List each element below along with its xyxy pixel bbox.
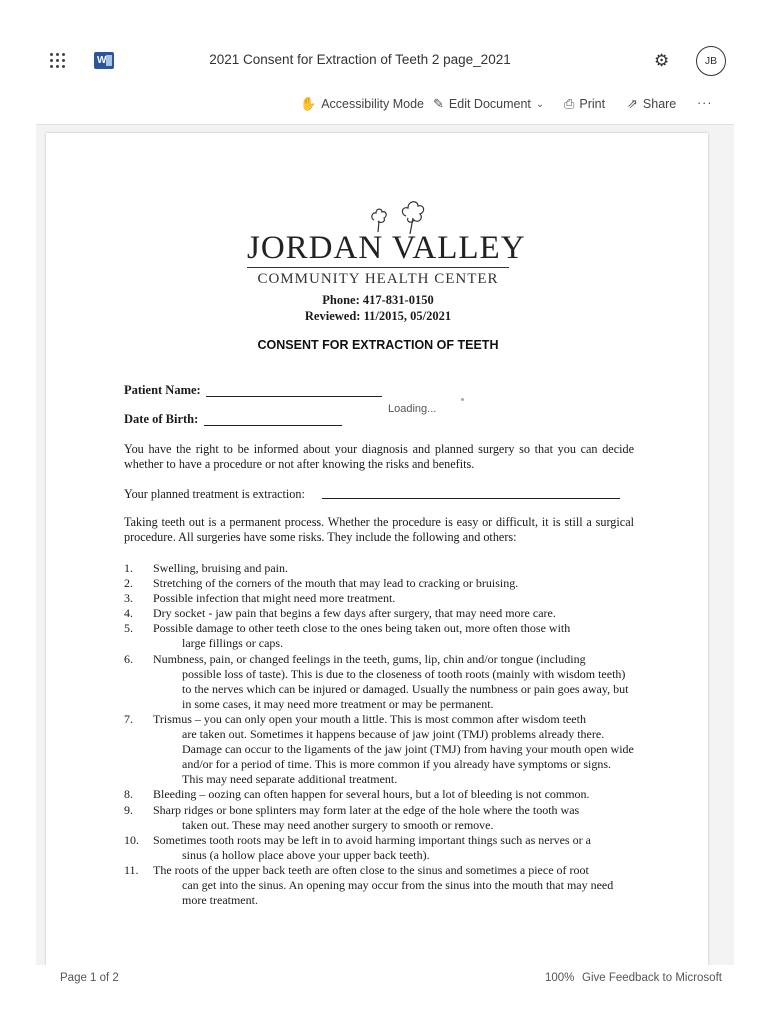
- accessibility-mode-label: Accessibility Mode: [321, 97, 425, 111]
- loading-dot: [461, 398, 464, 401]
- print-button[interactable]: [564, 96, 605, 112]
- settings-gear-icon[interactable]: ⚙: [654, 51, 670, 70]
- list-item: 9. Sharp ridges or bone splinters may form later at the edge of the hole where the tooth was taken out. These may need another surgery to smooth or remove.: [124, 802, 580, 832]
- print-label: Print: [579, 97, 606, 111]
- chevron-down-icon: ⌄: [535, 98, 545, 110]
- printer-icon: ⎙: [564, 96, 575, 111]
- list-item: 1. Swelling, bruising and pain.: [124, 561, 288, 575]
- accessibility-icon: ✋: [300, 96, 317, 111]
- list-item: 3. Possible infection that might need more treatment.: [124, 591, 396, 606]
- page-count: Page 1 of 2: [60, 972, 119, 984]
- share-icon: ⇗: [627, 96, 638, 111]
- logo-subtitle: COMMUNITY HEALTH CENTER: [257, 271, 499, 287]
- patient-name-label: Patient Name:: [124, 383, 201, 397]
- command-bar: [0, 94, 768, 116]
- zoom-level[interactable]: 100%: [545, 972, 575, 984]
- accessibility-mode-button[interactable]: [300, 96, 424, 112]
- pencil-icon: ✎: [433, 96, 444, 111]
- planned-treatment-label: Your planned treatment is extraction:: [124, 487, 305, 501]
- logo-wordmark: JORDAN VALLEY: [247, 230, 526, 266]
- list-item: 5. Possible damage to other teeth close to the ones being taken out, more often those with large fillings or caps.: [124, 621, 571, 651]
- rights-paragraph: You have the right to be informed about your diagnosis and planned surgery so that you can decide whether to have a procedure or not after knowing the risks and benefits.: [124, 442, 634, 471]
- list-item: 8. Bleeding – oozing can often happen for several hours, but a lot of bleeding is not common.: [124, 787, 590, 802]
- phone-number: Phone: 417-831-0150: [322, 293, 434, 307]
- app-launcher-icon[interactable]: [50, 53, 66, 69]
- share-button[interactable]: [627, 96, 676, 112]
- edit-document-button[interactable]: [433, 96, 544, 112]
- share-label: Share: [642, 97, 677, 111]
- dob-label: Date of Birth:: [124, 412, 199, 426]
- avatar[interactable]: JB: [696, 46, 726, 76]
- word-icon[interactable]: W: [94, 52, 114, 69]
- document-title[interactable]: 2021 Consent for Extraction of Teeth 2 page_2021: [209, 52, 511, 67]
- risks-intro-paragraph: Taking teeth out is a permanent process. Whether the procedure is easy or difficult, it is still a surgical procedure. All surgeries have some risks. They include the following and others:: [124, 515, 634, 544]
- list-item: 7. Trismus – you can only open your mouth a little. This is most common after wisdom teeth are taken out. Sometimes it happens because of jaw joint (TMJ) problems already there. Damage can occur to the ligaments of the jaw joint (TMJ) from having your mouth open wide and/or for a period of time. This is more common if you already have symptoms or signs. This may need separate additional treatment.: [124, 711, 634, 787]
- list-item: 10. Sometimes tooth roots may be left in to avoid harming important things such as nerves or a sinus (a hollow place above your upper back teeth).: [124, 832, 591, 862]
- form-title: CONSENT FOR EXTRACTION OF TEETH: [257, 338, 499, 352]
- feedback-link[interactable]: Give Feedback to Microsoft: [582, 972, 722, 984]
- patient-name-line: [206, 396, 382, 397]
- dob-line: [204, 425, 342, 426]
- risk-list: [124, 561, 634, 908]
- list-item: 11. The roots of the upper back teeth are often close to the sinus and sometimes a piece of root can get into the sinus. An opening may occur from the sinus into the mouth that may need more treatment.: [124, 862, 614, 908]
- planned-treatment-line: [322, 498, 620, 499]
- reviewed-dates: Reviewed: 11/2015, 05/2021: [304, 309, 452, 323]
- list-item: 2. Stretching of the corners of the mouth that may lead to cracking or bruising.: [124, 576, 519, 591]
- more-options-button[interactable]: ···: [697, 96, 713, 110]
- list-item: 4. Dry socket - jaw pain that begins a few days after surgery, that may need more care.: [124, 606, 556, 621]
- edit-document-label: Edit Document: [448, 97, 531, 111]
- list-item: 6. Numbness, pain, or changed feelings in the teeth, gums, lip, chin and/or tongue (including possible loss of taste). This is due to the closeness of tooth roots (mainly with wisdom teeth) to the nerves which can be injured or damaged. Usually the numbness or pain goes away, but in some cases, it may need more treatment or may be permanent.: [124, 651, 629, 711]
- top-bar: [0, 0, 768, 124]
- loading-indicator: Loading...: [388, 403, 437, 415]
- status-bar: [0, 965, 768, 1024]
